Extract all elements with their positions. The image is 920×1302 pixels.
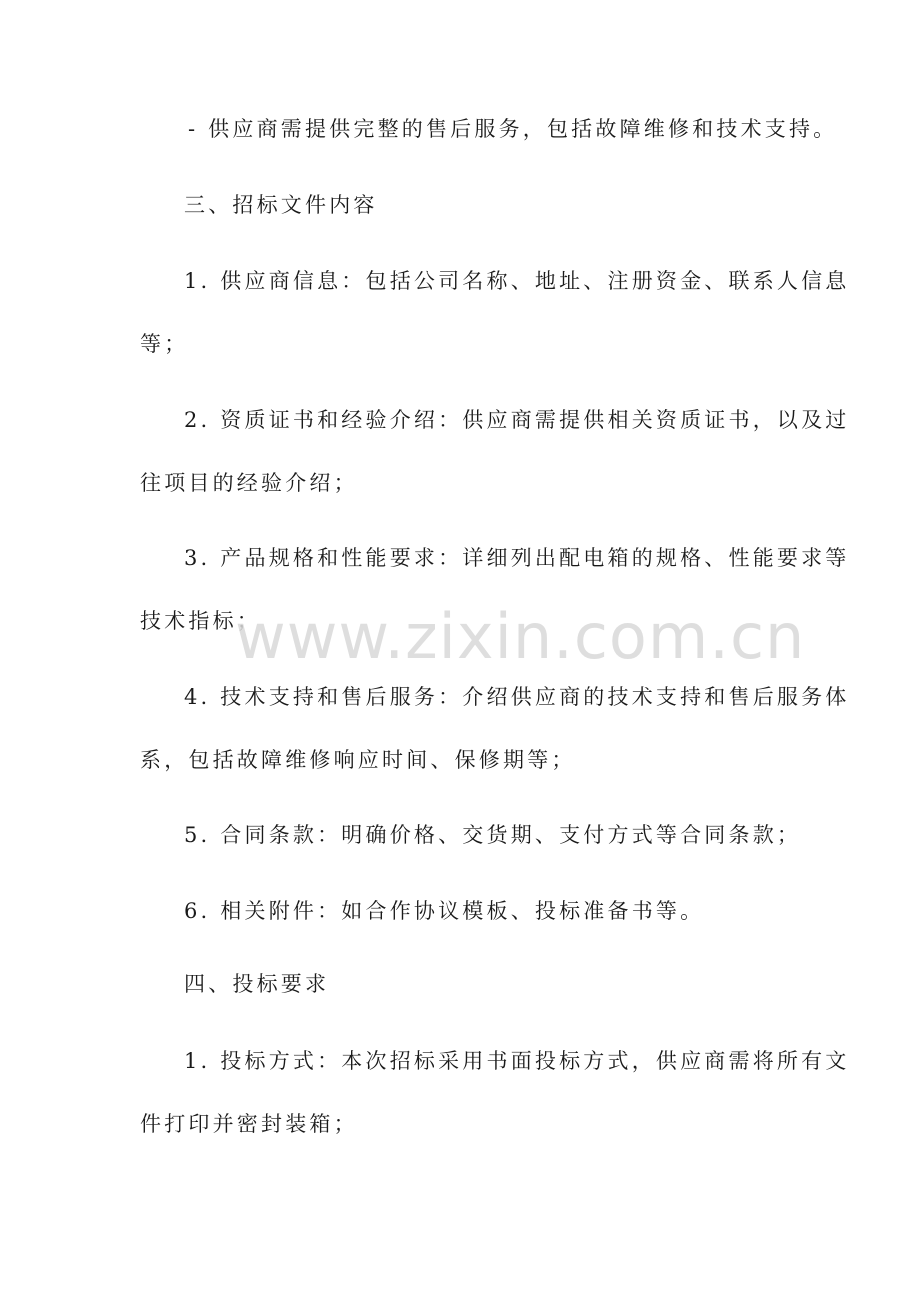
section-3-heading: 三、招标文件内容 [184, 193, 378, 217]
watermark: www.zixin.com.cn [235, 600, 806, 673]
section-3-item-3-line-2: 技术指标； [140, 609, 261, 633]
section-3-item-4-line-2: 系，包括故障维修响应时间、保修期等； [140, 748, 576, 772]
intro-line: - 供应商需提供完整的售后服务，包括故障维修和技术支持。 [188, 117, 838, 141]
section-3-item-2-line-1: 2. 资质证书和经验介绍：供应商需提供相关资质证书，以及过 [184, 408, 850, 432]
section-3-item-1-line-1: 1. 供应商信息：包括公司名称、地址、注册资金、联系人信息 [184, 269, 850, 293]
section-3-item-1-line-2: 等； [140, 332, 189, 356]
section-4-item-1-line-2: 件打印并密封装箱； [140, 1112, 358, 1136]
section-3-item-3-line-1: 3. 产品规格和性能要求：详细列出配电箱的规格、性能要求等 [184, 546, 850, 570]
section-3-item-4-line-1: 4. 技术支持和售后服务：介绍供应商的技术支持和售后服务体 [184, 685, 850, 709]
section-4-item-1-line-1: 1. 投标方式：本次招标采用书面投标方式，供应商需将所有文 [184, 1049, 850, 1073]
section-3-item-6: 6. 相关附件：如合作协议模板、投标准备书等。 [184, 899, 705, 923]
section-3-item-5: 5. 合同条款：明确价格、交货期、支付方式等合同条款； [184, 823, 802, 847]
section-4-heading: 四、投标要求 [184, 972, 330, 996]
section-3-item-2-line-2: 往项目的经验介绍； [140, 471, 358, 495]
